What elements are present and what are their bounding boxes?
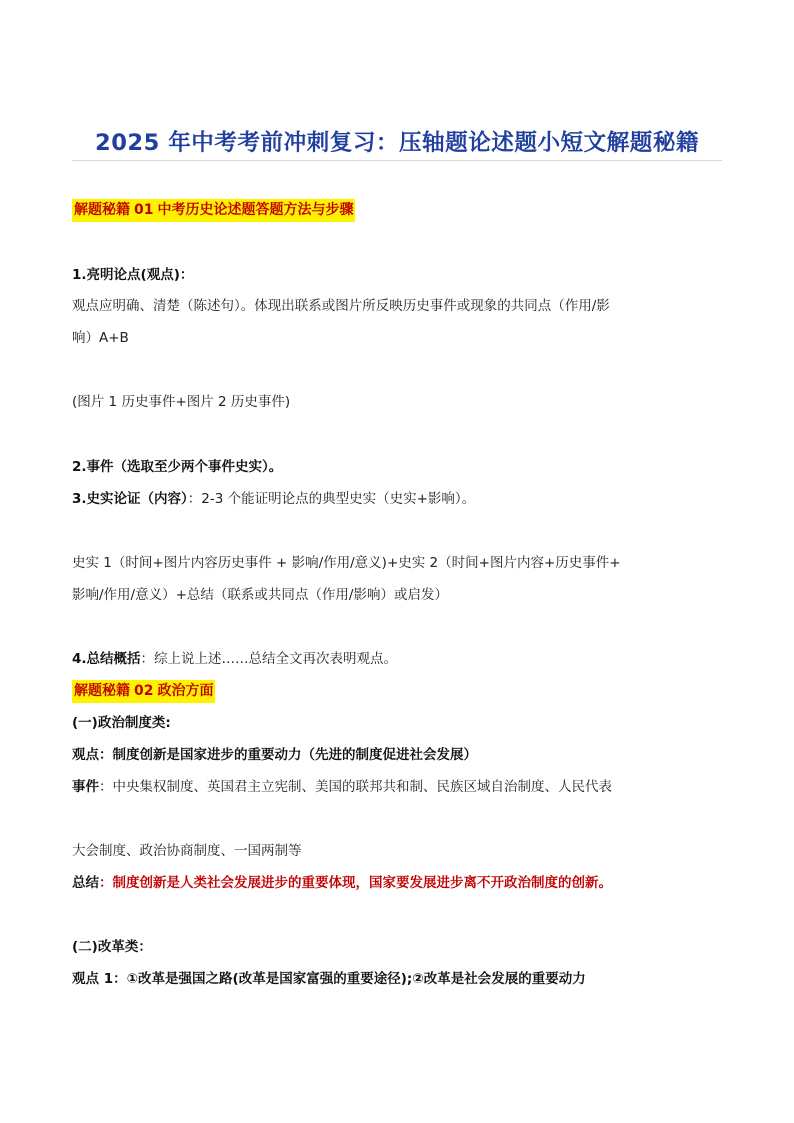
category-1-summary xyxy=(72,873,612,893)
section-2-tag: 解题秘籍 xyxy=(74,683,130,699)
category-1-summary-text: ：制度创新是人类社会发展进步的重要体现，国家要发展进步离不开政治制度的创新。 xyxy=(99,875,612,891)
step-4-heading: 4.总结概括 xyxy=(72,651,141,667)
step-3-paragraph xyxy=(72,489,475,509)
step-1-note: (图片 1 历史事件+图片 2 历史事件) xyxy=(72,394,291,410)
step-4-paragraph xyxy=(72,649,397,669)
step-2-heading: 2.事件（选取至少两个事件史实）。 xyxy=(72,459,283,475)
section-1-highlight xyxy=(72,199,355,222)
step-1-line-2: 响）A+B xyxy=(72,330,129,346)
section-1-tag: 解题秘籍 xyxy=(74,202,130,218)
category-1-events-line-1: ：中央集权制度、英国君主立宪制、美国的联邦共和制、民族区域自治制度、人民代表 xyxy=(99,779,612,795)
step-3-text: ：2-3 个能证明论点的典型史实（史实+影响）。 xyxy=(187,491,476,507)
category-1-summary-label: 总结 xyxy=(72,875,99,891)
category-1-events-line-2: 大会制度、政治协商制度、一国两制等 xyxy=(72,843,302,859)
step-3-line-2: 影响/作用/意义）+总结（联系或共同点（作用/影响）或启发） xyxy=(72,587,448,603)
title-divider xyxy=(72,160,722,161)
step-4-text: ：综上说上述……总结全文再次表明观点。 xyxy=(140,651,398,667)
section-heading-1 xyxy=(72,199,355,219)
category-1-heading: (一)政治制度类: xyxy=(72,715,171,731)
category-1-events xyxy=(72,777,612,797)
step-3-heading: 3.史实论证（内容） xyxy=(72,491,188,507)
category-2-heading: (二)改革类： xyxy=(72,939,152,955)
section-1-number: 01 xyxy=(134,202,154,218)
step-1-line-1: 观点应明确、清楚（陈述句）。体现出联系或图片所反映历史事件或现象的共同点（作用/影 xyxy=(72,298,610,314)
category-1-events-label: 事件 xyxy=(72,779,99,795)
step-3-line-1: 史实 1（时间+图片内容历史事件 + 影响/作用/意义)+史实 2（时间+图片内容+历史事件+ xyxy=(72,555,621,571)
section-2-number: 02 xyxy=(134,683,154,699)
section-2-highlight xyxy=(72,680,215,703)
category-2-viewpoint-1: 观点 1：①改革是强国之路(改革是国家富强的重要途径);②改革是社会发展的重要动力 xyxy=(72,971,586,987)
section-1-title: 中考历史论述题答题方法与步骤 xyxy=(157,202,354,218)
section-2-title: 政治方面 xyxy=(157,683,214,699)
category-1-viewpoint: 观点：制度创新是国家进步的重要动力（先进的制度促进社会发展） xyxy=(72,747,477,763)
page-title: 2025 年中考考前冲刺复习：压轴题论述题小短文解题秘籍 xyxy=(95,130,699,156)
step-1-heading: 1.亮明论点(观点)： xyxy=(72,267,194,283)
section-heading-2 xyxy=(72,680,215,700)
